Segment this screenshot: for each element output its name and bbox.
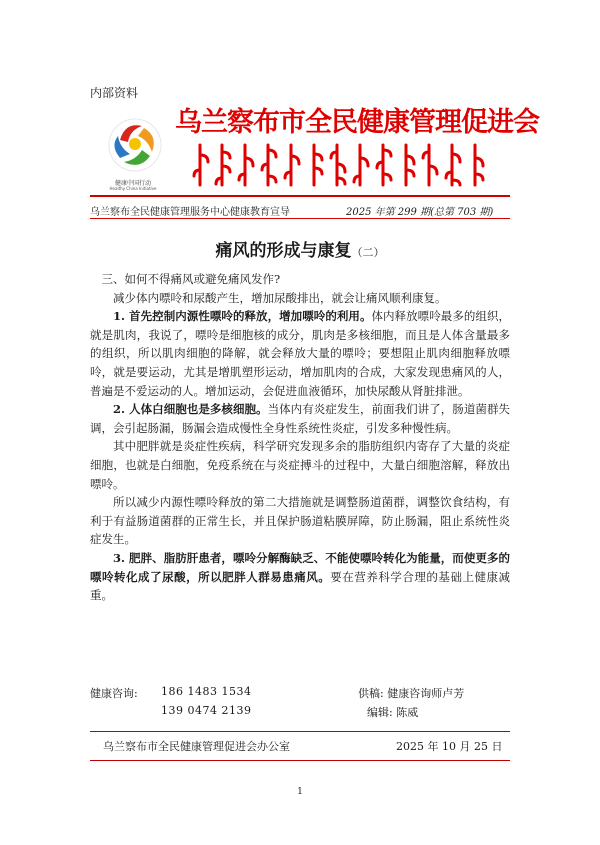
issue-number: 2025 年第 299 期(总第 703 期) xyxy=(346,207,494,218)
consult-phone-2: 139 0474 2139 xyxy=(161,704,252,717)
logo-caption-en: Healthy China Initiative xyxy=(109,186,157,191)
paragraph-4: 所以减少内源性嘌呤释放的第二大措施就是调整肠道菌群，调整饮食结构，有利于有益肠道菌群的正常生长，并且保护肠道粘膜屏障，防止肠漏，阻止系统性炎症发生。 xyxy=(90,495,510,547)
consult-label: 健康咨询: xyxy=(90,687,138,700)
logo-orange-swirl xyxy=(138,128,154,152)
paragraph-5-text: 要在营养科学合理的基础上健康减重。 xyxy=(90,569,511,603)
footer-office: 乌兰察布市全民健康管理促进会办公室 xyxy=(103,740,290,753)
consult-phone-1: 186 1483 1534 xyxy=(161,685,252,698)
editor-credit: 编辑: 陈威 xyxy=(367,706,419,719)
footer-rule-bottom xyxy=(90,760,510,761)
paragraph-3: 其中肥胖就是炎症性疾病，科学研究发现多余的脂肪组织内寄存了大量的炎症细胞，也就是白细胞，免疫系统在与炎症搏斗的过程中，大量白细胞溶解，释放出嘌呤。 xyxy=(90,439,510,491)
paragraph-1-lead: 1. 首先控制内源性嘌呤的释放，增加嘌呤的利用。 xyxy=(113,309,372,324)
header-rule xyxy=(90,195,510,197)
article-body xyxy=(90,270,510,605)
internal-material-label: 内部资料 xyxy=(90,86,139,100)
logo-green-swirl xyxy=(124,150,150,165)
footer-date: 2025 年 10 月 25 日 xyxy=(396,740,503,753)
paragraph-1-text: 体内释放嘌呤最多的组织，就是肌肉，我说了，嘌呤是细胞核的成分，肌肉是多核细胞，而且是人体含量最多的组织，所以肌肉细胞的降解，就会释放大量的嘌呤；要想阻止肌肉细胞释放嘌呤，就是要运动，尤其是增肌塑形运动，增加肌肉的合成，大家发现患痛风的人，普遍是不爱运动的人。增加运动，会促进血液循环，加快尿酸从肾脏排泄。 xyxy=(90,309,510,398)
issue-rule xyxy=(90,218,510,219)
organization-title: 乌兰察布市全民健康管理促进会 xyxy=(175,107,539,138)
issue-publisher: 乌兰察布全民健康管理服务中心健康教育宣导 xyxy=(90,207,290,218)
author-credit: 供稿: 健康咨询师卢芳 xyxy=(358,687,465,700)
paragraph-2 xyxy=(90,400,510,437)
paragraph-2-lead: 2. 人体白细胞也是多核细胞。 xyxy=(113,402,268,417)
article-title xyxy=(0,236,600,261)
mongolian-script-title xyxy=(190,140,500,190)
footer-rule-top xyxy=(90,731,510,732)
intro-paragraph: 减少体内嘌呤和尿酸产生，增加尿酸排出，就会让痛风顺利康复。 xyxy=(113,290,447,305)
paragraph-1 xyxy=(90,307,510,400)
paragraph-5 xyxy=(90,549,510,605)
article-title-text: 痛风的形成与康复 xyxy=(215,241,352,261)
logo-center-dot xyxy=(129,138,141,150)
healthy-china-logo xyxy=(100,110,170,180)
page-number: 1 xyxy=(297,787,303,797)
paragraph-2-text: 当体内有炎症发生，前面我们讲了，肠道菌群失调，会引起肠漏，肠漏会造成慢性全身性系统性炎症，引发多种慢性病。 xyxy=(90,402,510,435)
article-title-part: （二） xyxy=(351,246,385,259)
paragraph-5-lead: 3. 肥胖、脂肪肝患者，嘌呤分解酶缺乏、不能使嘌呤转化为能量，而使更多的嘌呤转化成了尿酸，所以肥胖人群易患痛风。 xyxy=(90,550,510,584)
section-heading: 三、如何不得痛风或避免痛风发作? xyxy=(101,272,281,286)
logo-caption: 健康中国行动 xyxy=(114,180,151,187)
